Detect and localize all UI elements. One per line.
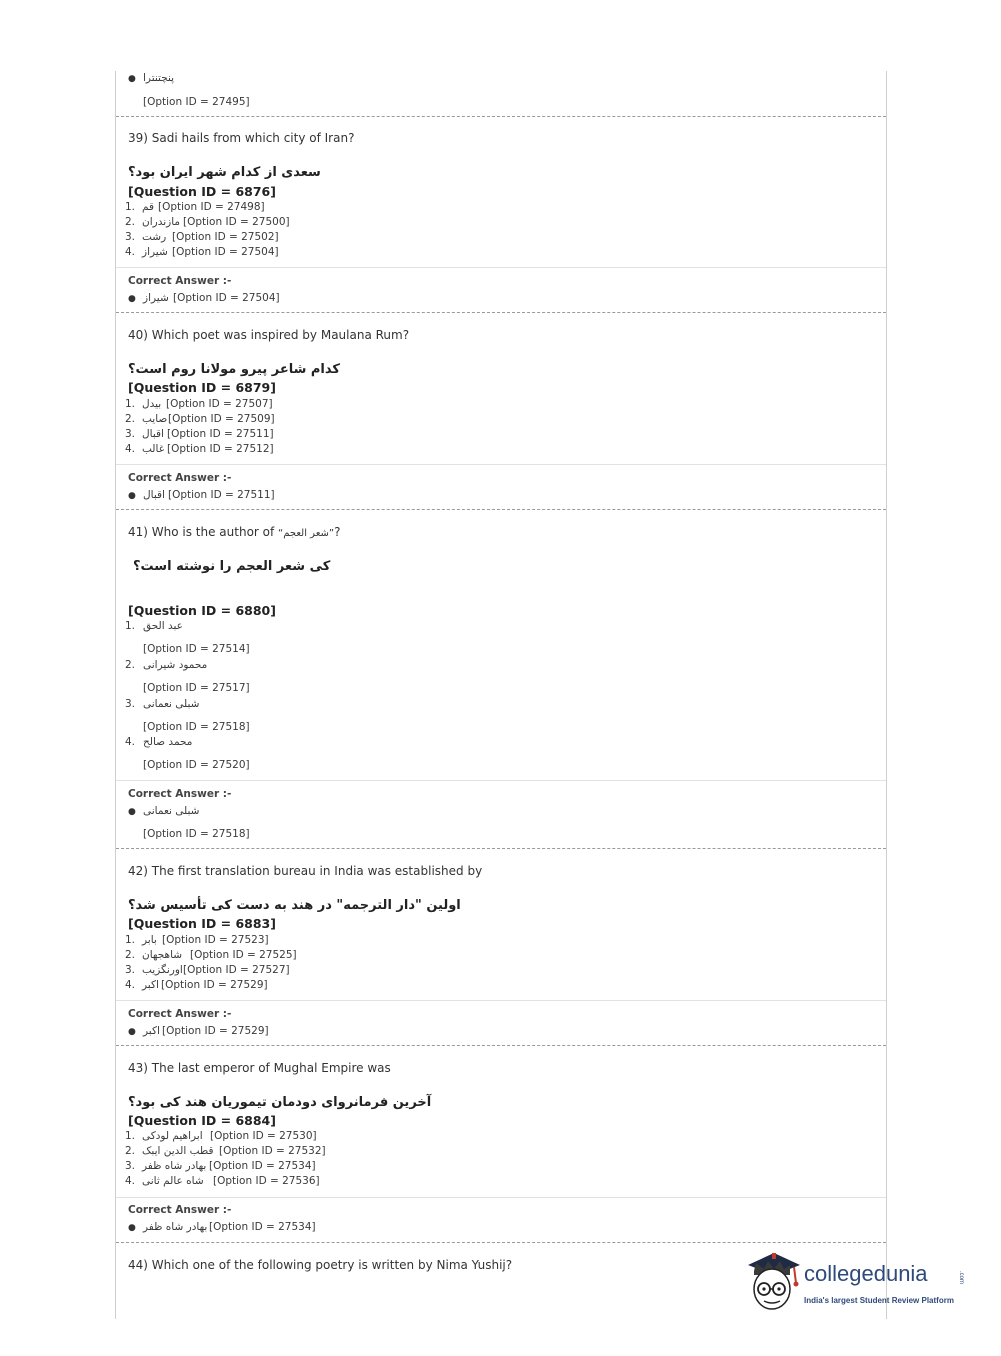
option-number: 3. [125, 964, 136, 976]
option-number: 2. [125, 413, 136, 425]
correct-answer-text: بهادر شاه ظفر [143, 1221, 208, 1233]
correct-answer-id: [Option ID = 27518] [143, 828, 250, 840]
question-title-suffix: ? [334, 525, 341, 539]
option-number: 2. [125, 659, 136, 671]
option-id: [Option ID = 27514] [143, 643, 250, 655]
correct-answer-text: شبلی نعمانی [143, 805, 200, 817]
section-divider [116, 464, 886, 465]
question-divider [116, 848, 886, 849]
option-number: 4. [125, 1175, 136, 1187]
question-divider [116, 1242, 886, 1243]
brand-name: collegedunia [804, 1261, 928, 1286]
section-divider [116, 267, 886, 268]
option-number: 4. [125, 736, 136, 748]
option-number: 1. [125, 201, 136, 213]
question-id: [Question ID = 6883] [128, 916, 276, 931]
mascot-icon [744, 1249, 802, 1311]
option-number: 4. [125, 979, 136, 991]
bullet-icon: ● [128, 491, 136, 501]
option-id: [Option ID = 27523] [162, 934, 269, 946]
question-id: [Question ID = 6880] [128, 603, 276, 618]
option-text: پنچتنترا [143, 72, 175, 84]
option-id: [Option ID = 27512] [167, 443, 274, 455]
question-id: [Question ID = 6879] [128, 380, 276, 395]
question-title: 39) Sadi hails from which city of Iran? [128, 131, 355, 145]
option-number: 2. [125, 949, 136, 961]
question-title-quote: “شعر العجم” [278, 528, 335, 539]
option-text: صایب [142, 413, 168, 425]
option-text: شاهجهان [142, 949, 183, 961]
question-divider [116, 312, 886, 313]
option-id: [Option ID = 27525] [190, 949, 297, 961]
question-title: 42) The first translation bureau in India was established by [128, 864, 483, 878]
correct-answer-id: [Option ID = 27529] [162, 1025, 269, 1037]
option-text: بابر [142, 934, 157, 946]
correct-answer-text: اقبال [143, 489, 165, 501]
question-title: 40) Which poet was inspired by Maulana Rum? [128, 328, 410, 342]
option-id: [Option ID = 27520] [143, 759, 250, 771]
correct-answer-label: Correct Answer :- [128, 788, 232, 800]
brand-tagline: India's largest Student Review Platform [804, 1296, 954, 1305]
bullet-icon: ● [128, 1027, 136, 1037]
option-number: 1. [125, 934, 136, 946]
question-title-prefix: 41) Who is the author of [128, 525, 279, 539]
correct-answer-text: شیراز [143, 292, 169, 304]
option-text: اورنگزیب [142, 964, 183, 976]
correct-answer-label: Correct Answer :- [128, 1008, 232, 1020]
correct-answer-id: [Option ID = 27504] [173, 292, 280, 304]
question-persian: اولین "دار الترجمه" در هند به دست کی تأسیس شد؟ [128, 898, 461, 913]
bullet-icon: ● [128, 74, 136, 84]
option-text: قم [142, 201, 155, 213]
question-persian: کدام شاعر پیرو مولانا روم است؟ [128, 362, 340, 377]
brand-com: .com [958, 1271, 964, 1285]
option-id: [Option ID = 27495] [143, 96, 250, 108]
option-id: [Option ID = 27500] [183, 216, 290, 228]
option-number: 3. [125, 428, 136, 440]
bullet-icon: ● [128, 807, 136, 817]
option-text: رشت [142, 231, 167, 243]
question-title: 43) The last emperor of Mughal Empire was [128, 1061, 391, 1075]
option-id: [Option ID = 27511] [167, 428, 274, 440]
bullet-icon: ● [128, 1223, 136, 1233]
option-text: مازندران [142, 216, 181, 228]
option-number: 1. [125, 398, 136, 410]
question-persian: سعدی از کدام شهر ایران بود؟ [128, 165, 321, 180]
collegedunia-logo [744, 1249, 974, 1319]
question-divider [116, 1045, 886, 1046]
option-number: 3. [125, 1160, 136, 1172]
correct-answer-label: Correct Answer :- [128, 472, 232, 484]
correct-answer-id: [Option ID = 27534] [209, 1221, 316, 1233]
option-text: اقبال [142, 428, 164, 440]
option-number: 1. [125, 620, 136, 632]
option-text: قطب الدین ایبک [142, 1145, 214, 1157]
option-text: محمد صالح [143, 736, 193, 748]
section-divider [116, 1000, 886, 1001]
question-divider [116, 509, 886, 510]
correct-answer-text: اکبر [143, 1025, 160, 1037]
option-text: غالب [142, 443, 165, 455]
option-text: بهادر شاه ظفر [142, 1160, 207, 1172]
question-persian: کی شعر العجم را نوشته است؟ [133, 559, 331, 574]
question-divider [116, 116, 886, 117]
option-number: 1. [125, 1130, 136, 1142]
option-id: [Option ID = 27527] [183, 964, 290, 976]
option-number: 4. [125, 246, 136, 258]
option-text: محمود شیرانی [143, 659, 208, 671]
option-text: ابراهیم لودکی [142, 1130, 203, 1142]
option-number: 4. [125, 443, 136, 455]
correct-answer-id: [Option ID = 27511] [168, 489, 275, 501]
option-number: 3. [125, 231, 136, 243]
option-id: [Option ID = 27507] [166, 398, 273, 410]
option-text: شیراز [142, 246, 168, 258]
option-id: [Option ID = 27529] [161, 979, 268, 991]
option-number: 2. [125, 1145, 136, 1157]
option-text: اکبر [142, 979, 159, 991]
option-id: [Option ID = 27502] [172, 231, 279, 243]
option-id: [Option ID = 27534] [209, 1160, 316, 1172]
question-title [128, 525, 340, 539]
section-divider [116, 780, 886, 781]
question-persian: آخرین فرمانروای دودمان تیموریان هند کی بود؟ [128, 1095, 432, 1110]
option-number: 2. [125, 216, 136, 228]
option-id: [Option ID = 27517] [143, 682, 250, 694]
option-id: [Option ID = 27530] [210, 1130, 317, 1142]
question-id: [Question ID = 6884] [128, 1113, 276, 1128]
option-text: بیدل [142, 398, 162, 410]
option-text: عبد الحق [143, 620, 183, 632]
question-title: 44) Which one of the following poetry is written by Nima Yushij? [128, 1258, 513, 1272]
option-id: [Option ID = 27509] [168, 413, 275, 425]
correct-answer-label: Correct Answer :- [128, 275, 232, 287]
option-number: 3. [125, 698, 136, 710]
option-id: [Option ID = 27498] [158, 201, 265, 213]
option-text: شبلی نعمانی [143, 698, 200, 710]
option-id: [Option ID = 27518] [143, 721, 250, 733]
option-text: شاه عالم ثانی [142, 1175, 204, 1187]
question-id: [Question ID = 6876] [128, 184, 276, 199]
section-divider [116, 1197, 886, 1198]
option-id: [Option ID = 27504] [172, 246, 279, 258]
correct-answer-label: Correct Answer :- [128, 1204, 232, 1216]
bullet-icon: ● [128, 294, 136, 304]
option-id: [Option ID = 27532] [219, 1145, 326, 1157]
option-id: [Option ID = 27536] [213, 1175, 320, 1187]
question-paper-page [115, 71, 887, 1319]
